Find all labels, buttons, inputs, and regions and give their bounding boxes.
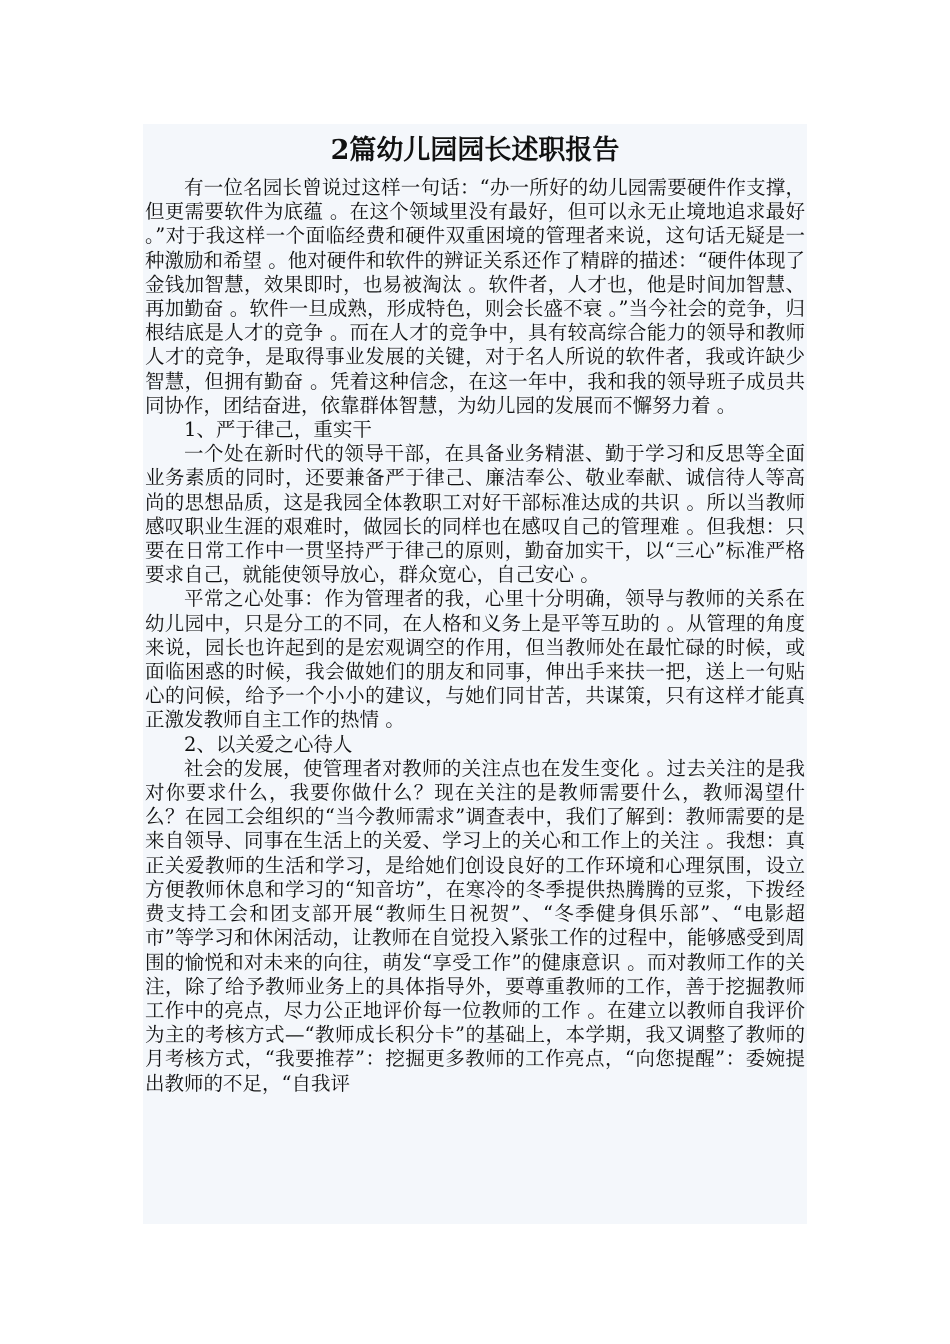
paragraph-intro: 有一位名园长曾说过这样一句话：“办一所好的幼儿园需要硬件作支撑，但更需要软件为底蕴 。在这个领域里没有最好，但可以永无止境地追求最好 。”对于我这样一个面临经费和硬件双重困境的管理者来说，这句话无疑是一种激励和希望 。他对硬件和软件的辨证关系还作了精辟的描述：“硬件体现了金钱加智慧，效果即时，也易被淘汰 。软件者，人才也，他是时间加智慧、再加勤奋 。软件一旦成熟，形成特色，则会长盛不衰 。”当今社会的竞争，归根结底是人才的竞争 。而在人才的竞争中，具有较高综合能力的领导和教师人才的竞争，是取得事业发展的关键，对于名人所说的软件者，我或许缺少智慧，但拥有勤奋 。凭着这种信念，在这一年中，我和我的领导班子成员共同协作，团结奋进，依靠群体智慧，为幼儿园的发展而不懈努力着 。 [145,176,805,417]
paragraph-section-2: 社会的发展，使管理者对教师的关注点也在发生变化 。过去关注的是我对你要求什么，我要你做什么？现在关注的是教师需要什么，教师渴望什么？在园工会组织的“当今教师需求”调查表中，我们了解到：教师需要的是来自领导、同事在生活上的关爱、学习上的关心和工作上的关注 。我想：真正关爱教师的生活和学习，是给她们创设良好的工作环境和心理氛围，设立方便教师休息和学习的“知音坊”，在寒冷的冬季提供热腾腾的豆浆，下拨经费支持工会和团支部开展“教师生日祝贺”、“冬季健身俱乐部”、“电影超市”等学习和休闲活动，让教师在自觉投入紧张工作的过程中，能够感受到周围的愉悦和对未来的向往，萌发“享受工作”的健康意识 。而对教师工作的关注，除了给予教师业务上的具体指导外，要尊重教师的工作，善于挖掘教师工作中的亮点，尽力公正地评价每一位教师的工作 。在建立以教师自我评价为主的考核方式—“教师成长积分卡”的基础上，本学期，我又调整了教师的月考核方式，“我要推荐”：挖掘更多教师的工作亮点，“向您提醒”：委婉提出教师的不足，“自我评 [145,756,805,1095]
paragraph-section-1: 一个处在新时代的领导干部，在具备业务精湛、勤于学习和反思等全面业务素质的同时，还要兼备严于律己、廉洁奉公、敬业奉献、诚信待人等高尚的思想品质，这是我园全体教职工对好干部标准达成的共识 。所以当教师感叹职业生涯的艰难时，做园长的同样也在感叹自己的管理难 。但我想：只要在日常工作中一贯坚持严于律己的原则，勤奋加实干，以“三心”标准严格要求自己，就能使领导放心，群众宽心，自己安心 。 [145,442,805,587]
document-title: 2篇幼儿园园长述职报告 [330,135,620,166]
section-heading-1: 1、严于律己，重实干 [184,418,372,442]
document-body [143,176,807,1096]
document-page [143,124,807,1224]
paragraph-ordinary-mind: 平常之心处事：作为管理者的我，心里十分明确，领导与教师的关系在幼儿园中，只是分工的不同，在人格和义务上是平等互助的 。从管理的角度来说，园长也许起到的是宏观调空的作用，但当教师处在最忙碌的时候，或面临困惑的时候，我会做她们的朋友和同事，伸出手来扶一把，送上一句贴心的问候，给予一个小小的建议，与她们同甘苦，共谋策，只有这样才能真正激发教师自主工作的热情 。 [145,587,805,732]
section-heading-2: 2、以关爱之心待人 [184,732,353,756]
